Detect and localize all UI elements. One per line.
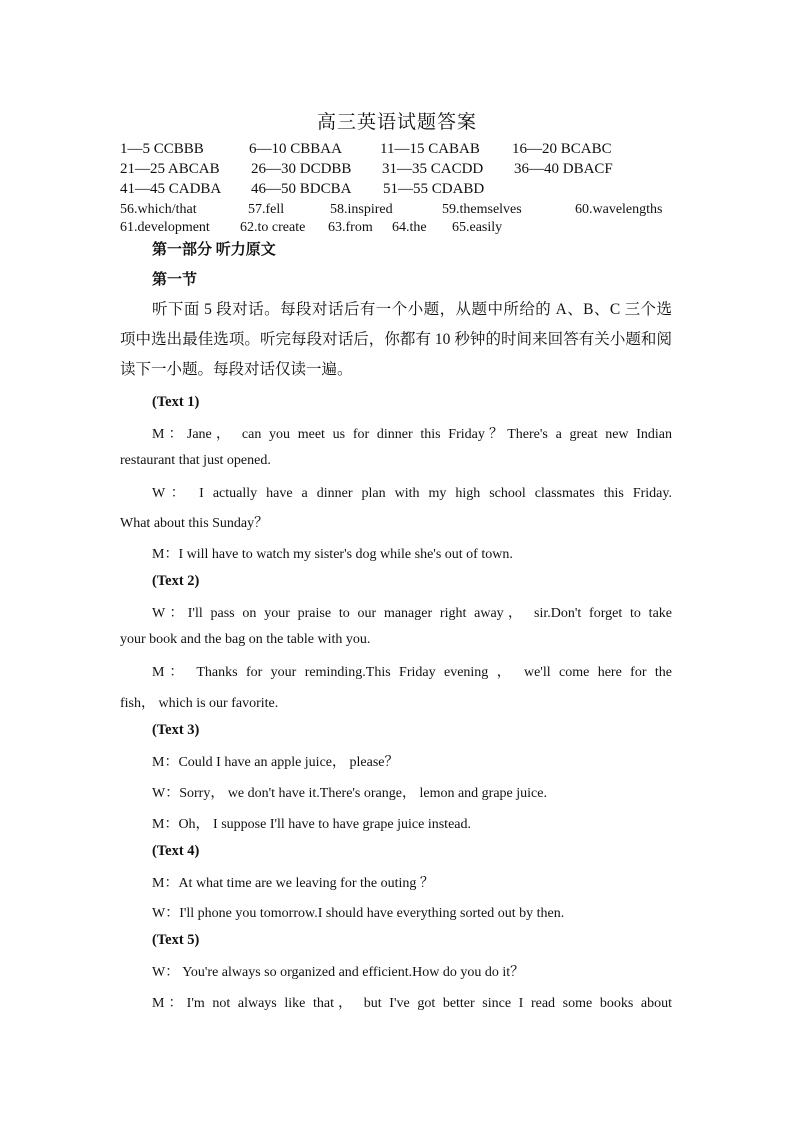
answer-group: 36—40 DBACF bbox=[514, 161, 613, 177]
part-heading: 第一部分 听力原文 bbox=[152, 242, 276, 258]
dialogue-line: M：Could I have an apple juice， please？ bbox=[152, 755, 399, 770]
answer-item: 62.to create bbox=[240, 220, 306, 235]
dialogue-line: What about this Sunday？ bbox=[120, 516, 269, 531]
text-2-label: (Text 2) bbox=[152, 573, 200, 589]
dialogue-line: W： I actually have a dinner plan with my high school classmates this Friday. bbox=[152, 486, 672, 501]
dialogue-line: M：I'm not always like that， but I've got better since I read some books about bbox=[152, 996, 672, 1011]
answer-group: 26—30 DCDBB bbox=[251, 161, 352, 177]
answer-group: 31—35 CACDD bbox=[382, 161, 484, 177]
answer-item: 57.fell bbox=[248, 202, 285, 217]
text-3-label: (Text 3) bbox=[152, 722, 200, 738]
dialogue-line: M：Oh， I suppose I'll have to have grape juice instead. bbox=[152, 817, 471, 832]
answer-item: 58.inspired bbox=[330, 202, 393, 217]
answer-group: 11—15 CABAB bbox=[380, 141, 480, 157]
answer-item: 56.which/that bbox=[120, 202, 197, 217]
dialogue-line: W： You're always so organized and efficient.How do you do it？ bbox=[152, 965, 525, 980]
answer-group: 41—45 CADBA bbox=[120, 181, 222, 197]
dialogue-line: W：Sorry， we don't have it.There's orange， lemon and grape juice. bbox=[152, 786, 547, 801]
page-title: 高三英语试题答案 bbox=[316, 112, 477, 133]
text-1-label: (Text 1) bbox=[152, 394, 200, 410]
answer-group: 1—5 CCBBB bbox=[120, 141, 204, 157]
dialogue-line: M：At what time are we leaving for the outing ？ bbox=[152, 876, 434, 891]
dialogue-line: W：I'll pass on your praise to our manager right away， sir.Don't forget to take bbox=[152, 606, 672, 621]
dialogue-line: W：I'll phone you tomorrow.I should have everything sorted out by then. bbox=[152, 906, 565, 921]
answer-item: 64.the bbox=[392, 220, 427, 235]
instructions-paragraph: 听下面 5 段对话。每段对话后有一个小题，从题中所给的 A、B、C 三个选项中选出最佳选项。听完每段对话后，你都有 10 秒钟的时间来回答有关小题和阅读下一小题。每段对话仅读一遍。 bbox=[120, 301, 672, 378]
answer-group: 16—20 BCABC bbox=[512, 141, 612, 157]
dialogue-line: M： Thanks for your reminding.This Friday evening ， we'll come here for the bbox=[152, 665, 672, 680]
answer-group: 21—25 ABCAB bbox=[120, 161, 220, 177]
dialogue-line: M：I will have to watch my sister's dog while she's out of town. bbox=[152, 547, 513, 562]
dialogue-line: fish， which is our favorite. bbox=[120, 696, 279, 711]
dialogue-line: your book and the bag on the table with you. bbox=[120, 632, 371, 647]
answer-group: 51—55 CDABD bbox=[383, 181, 485, 197]
answer-item: 65.easily bbox=[452, 220, 503, 235]
answer-item: 60.wavelengths bbox=[575, 202, 663, 217]
answer-item: 63.from bbox=[328, 220, 373, 235]
dialogue-line: restaurant that just opened. bbox=[120, 453, 271, 468]
text-4-label: (Text 4) bbox=[152, 843, 200, 859]
section-heading: 第一节 bbox=[152, 272, 198, 288]
text-5-label: (Text 5) bbox=[152, 932, 200, 948]
answer-item: 61.development bbox=[120, 220, 210, 235]
dialogue-line: M：Jane， can you meet us for dinner this Friday？There's a great new Indian bbox=[152, 427, 672, 442]
answer-item: 59.themselves bbox=[442, 202, 522, 217]
answer-group: 46—50 BDCBA bbox=[251, 181, 352, 197]
answer-group: 6—10 CBBAA bbox=[249, 141, 342, 157]
